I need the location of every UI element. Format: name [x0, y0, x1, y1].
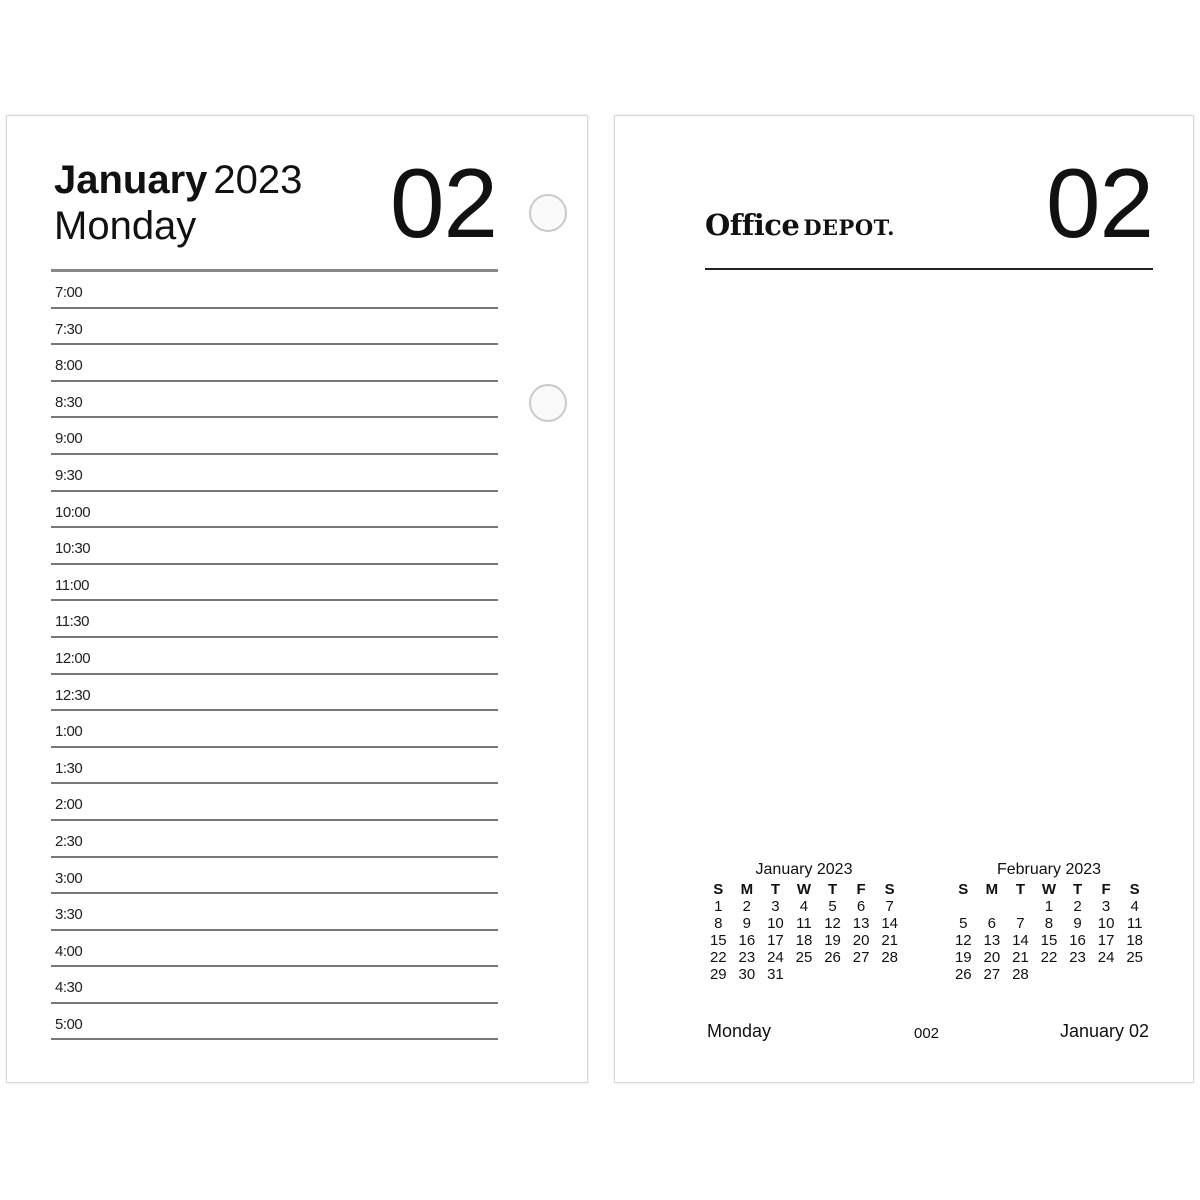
time-label: 12:00	[55, 649, 91, 667]
calendar-week-row	[704, 966, 904, 983]
calendar-day	[847, 966, 876, 983]
calendar-week-row	[949, 966, 1149, 983]
weekday-header: T	[1015, 881, 1025, 898]
time-slot	[51, 382, 498, 419]
time-label: 4:30	[55, 979, 83, 997]
calendar-day: 20	[852, 932, 870, 949]
calendar-day: 14	[1012, 932, 1029, 949]
time-slot	[51, 418, 498, 455]
time-slot	[51, 858, 498, 895]
calendar-day: 1	[714, 898, 723, 915]
mini-calendar-title: January 2023	[755, 861, 853, 878]
calendar-day: 26	[954, 966, 972, 983]
weekday-header: S	[713, 881, 724, 898]
calendar-day: 3	[771, 898, 780, 915]
calendar-day: 16	[1069, 932, 1086, 949]
calendar-day: 27	[852, 949, 870, 966]
logo-text-depot: DEPOT.	[803, 215, 895, 240]
footer-day-of-year: 002	[914, 1025, 940, 1042]
time-label: 2:00	[55, 796, 83, 814]
calendar-day: 21	[881, 932, 899, 949]
time-label: 7:30	[55, 320, 83, 338]
calendar-day: 24	[767, 949, 784, 966]
calendar-week-row	[704, 949, 904, 966]
weekday-header: S	[884, 881, 895, 898]
calendar-day: 28	[1012, 966, 1029, 983]
calendar-day: 21	[1012, 949, 1029, 966]
time-label: 2:30	[55, 832, 83, 850]
weekday-header: T	[770, 881, 780, 898]
time-label: 1:30	[55, 759, 83, 777]
calendar-day: 23	[738, 949, 756, 966]
time-label: 3:00	[55, 869, 83, 887]
calendar-week-row	[949, 915, 1149, 932]
weekday-header: T	[1072, 881, 1083, 898]
calendar-day: 25	[1126, 949, 1144, 966]
header-rule	[705, 268, 1153, 270]
calendar-day: 9	[1073, 915, 1082, 932]
weekday-label: Monday	[54, 204, 197, 248]
calendar-day: 23	[1069, 949, 1086, 966]
hourly-schedule	[51, 269, 498, 1040]
calendar-day: 18	[795, 932, 813, 949]
calendar-week-row	[949, 932, 1149, 949]
calendar-day: 4	[1130, 898, 1139, 915]
weekday-header: S	[958, 881, 969, 898]
time-label: 4:00	[55, 942, 83, 960]
calendar-day: 20	[983, 949, 1001, 966]
weekday-header: F	[1101, 881, 1111, 898]
calendar-day: 1	[1044, 898, 1054, 915]
calendar-day: 10	[767, 915, 784, 932]
time-slot	[51, 675, 498, 712]
time-slot	[51, 967, 498, 1004]
calendar-day: 27	[983, 966, 1001, 983]
time-label: 5:00	[55, 1015, 83, 1033]
calendar-day	[1063, 966, 1092, 983]
calendar-day: 12	[954, 932, 972, 949]
calendar-day: 19	[954, 949, 972, 966]
time-slot	[51, 565, 498, 602]
calendar-day	[1006, 898, 1035, 915]
calendar-day: 9	[742, 915, 752, 932]
time-label: 1:00	[55, 723, 83, 741]
right-planner-page	[614, 115, 1194, 1083]
binder-hole	[529, 194, 567, 232]
calendar-day: 13	[852, 915, 870, 932]
weekday-header: W	[1041, 881, 1057, 898]
footer-weekday: Monday	[707, 1021, 772, 1041]
calendar-week-row	[949, 949, 1149, 966]
calendar-day: 22	[709, 949, 727, 966]
calendar-day: 7	[885, 898, 894, 915]
logo-text-office: Office	[705, 208, 800, 242]
calendar-day: 18	[1126, 932, 1144, 949]
time-slot	[51, 638, 498, 675]
calendar-day	[818, 966, 847, 983]
weekday-header: F	[856, 881, 866, 898]
mini-calendar-january	[704, 861, 904, 983]
time-slot	[51, 748, 498, 785]
calendar-day: 17	[1097, 932, 1115, 949]
calendar-day: 19	[824, 932, 841, 949]
calendar-day	[1120, 966, 1149, 983]
calendar-day: 2	[742, 898, 752, 915]
month-label: January	[54, 158, 208, 202]
calendar-week-row	[704, 932, 904, 949]
time-slot	[51, 711, 498, 748]
calendar-day: 8	[1044, 915, 1054, 932]
calendar-day: 24	[1097, 949, 1115, 966]
mini-calendar-grid	[704, 881, 904, 983]
calendar-day: 6	[856, 898, 866, 915]
calendar-day: 15	[1040, 932, 1058, 949]
time-slot	[51, 455, 498, 492]
calendar-day: 12	[824, 915, 841, 932]
year-label: 2023	[213, 158, 303, 202]
calendar-day: 8	[714, 915, 723, 932]
mini-calendar-february	[949, 861, 1149, 983]
weekday-header: T	[827, 881, 838, 898]
weekday-header: S	[1129, 881, 1140, 898]
day-number: 02	[1045, 148, 1153, 258]
calendar-day: 16	[738, 932, 756, 949]
time-slot	[51, 894, 498, 931]
calendar-day: 30	[738, 966, 756, 983]
weekday-header: W	[796, 881, 812, 898]
calendar-day: 29	[709, 966, 727, 983]
calendar-day: 26	[824, 949, 841, 966]
time-label: 11:30	[55, 613, 89, 631]
time-slot	[51, 309, 498, 346]
calendar-day: 28	[881, 949, 899, 966]
calendar-day	[978, 898, 1007, 915]
calendar-day: 6	[987, 915, 997, 932]
calendar-day: 11	[1126, 915, 1143, 932]
time-slot	[51, 931, 498, 968]
calendar-day: 31	[767, 966, 784, 983]
binder-hole	[529, 384, 567, 422]
office-depot-logo	[705, 208, 895, 242]
time-slot	[51, 345, 498, 382]
calendar-week-row	[704, 898, 904, 915]
time-label: 12:30	[55, 686, 91, 704]
calendar-day: 5	[959, 915, 968, 932]
calendar-day	[1092, 966, 1121, 983]
calendar-week-row	[949, 898, 1149, 915]
calendar-day	[949, 898, 978, 915]
calendar-day	[1035, 966, 1064, 983]
calendar-week-row	[704, 915, 904, 932]
time-label: 7:00	[55, 284, 83, 301]
calendar-day: 25	[795, 949, 813, 966]
calendar-day: 17	[767, 932, 784, 949]
weekday-header: M	[740, 881, 754, 898]
calendar-day: 11	[796, 915, 812, 932]
calendar-day	[875, 966, 904, 983]
mini-calendar-grid	[949, 881, 1149, 983]
time-slot	[51, 1004, 498, 1041]
calendar-day: 3	[1101, 898, 1111, 915]
time-label: 10:00	[55, 503, 91, 521]
time-label: 9:30	[55, 466, 83, 484]
calendar-day: 4	[799, 898, 809, 915]
time-label: 8:00	[55, 357, 83, 375]
calendar-day: 2	[1073, 898, 1082, 915]
calendar-day: 15	[709, 932, 727, 949]
time-slot	[51, 272, 498, 309]
calendar-day: 7	[1016, 915, 1025, 932]
day-number: 02	[389, 148, 497, 258]
month-year-heading	[54, 158, 302, 202]
time-slot	[51, 492, 498, 529]
calendar-day: 14	[881, 915, 899, 932]
time-slot	[51, 821, 498, 858]
mini-calendar-title: February 2023	[996, 861, 1102, 878]
time-label: 11:00	[55, 576, 89, 594]
time-slot	[51, 601, 498, 638]
calendar-day: 13	[983, 932, 1001, 949]
calendar-day: 10	[1097, 915, 1115, 932]
time-label: 3:30	[55, 906, 83, 924]
calendar-day	[790, 966, 819, 983]
time-slot	[51, 528, 498, 565]
calendar-day: 5	[828, 898, 837, 915]
weekday-header: M	[985, 881, 999, 898]
footer-date: January 02	[1059, 1021, 1149, 1041]
left-planner-page	[6, 115, 588, 1083]
time-label: 10:30	[55, 540, 91, 558]
calendar-day: 22	[1040, 949, 1058, 966]
time-label: 9:00	[55, 430, 83, 448]
time-label: 8:30	[55, 393, 83, 411]
time-slot	[51, 784, 498, 821]
